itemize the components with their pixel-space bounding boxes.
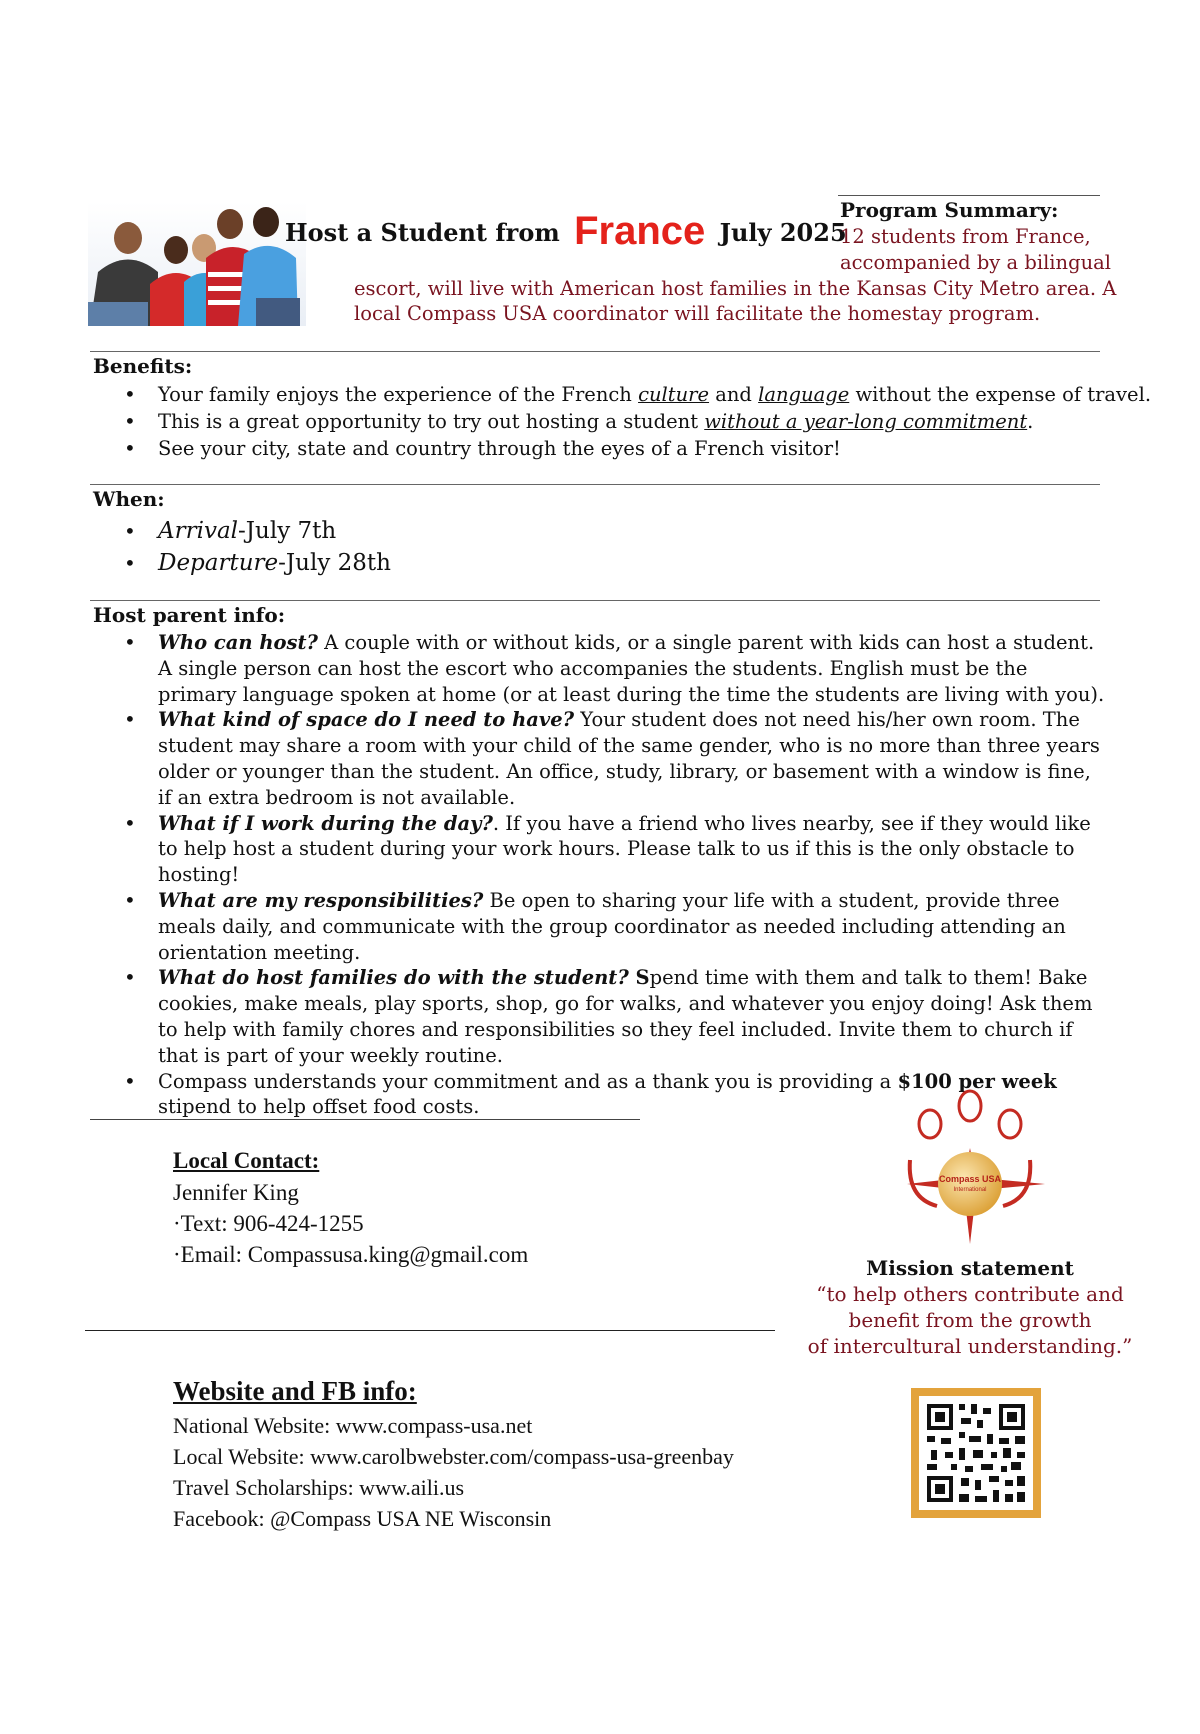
list-item [120,630,1105,707]
list-item [120,515,391,547]
title-country: France [574,209,706,253]
title-prefix: Host a Student from [285,218,560,247]
departure-label: Departure [158,550,279,576]
question: What if I work during the day? [158,811,493,835]
summary-title: Program Summary: [840,198,1059,222]
summary-line: local Compass USA coordinator will facilitate the homestay program. [354,302,1041,325]
question: What kind of space do I need to have? [158,708,575,732]
answer: pend time with them and talk to them! Bake cookies, make meals, play sports, shop, go for walks, and whatever you enjoy doing! Ask them to help with family chores and responsibilities so they feel included. Invite them to church if that is part of your weekly routine. [158,966,1093,1067]
mission-line: “to help others contribute and [816,1282,1124,1306]
mission-line: of intercultural understanding.” [807,1334,1133,1358]
answer: . If you have a friend who lives nearby, see if they would like to help host a student during your work hours. Please talk to us if this is the only obstacle to hosting! [158,811,1091,887]
host-info-title: Host parent info: [93,603,286,627]
host-info-list [120,630,1105,1120]
benefit-text: and [709,383,759,406]
benefit-text: Your family enjoys the experience of the French [158,383,639,406]
mission-line: benefit from the growth [848,1308,1092,1332]
answer: stipend to help offset food costs. [158,1095,480,1119]
section-divider [90,484,1100,485]
mission-title: Mission statement [866,1256,1074,1280]
departure-date: -July 28th [278,550,391,576]
answer: Your student does not need his/her own room. The student may share a room with your child of the same gender, who is no more than three years older or younger than the student. An office, study, library, or basement with a window is fine, if an extra bedroom is not available. [158,708,1100,809]
when-title: When: [93,487,165,511]
section-divider [90,600,1100,601]
title-suffix: July 2025 [719,218,847,247]
web-divider [85,1330,775,1331]
list-item [120,408,1151,435]
national-website-link[interactable]: National Website: www.compass-usa.net [173,1413,533,1438]
list-item [120,707,1105,810]
contact-name: Jennifer King [173,1180,299,1205]
answer: Compass understands your commitment and as a thank you is providing a [158,1069,898,1093]
arrival-label: Arrival [158,518,239,544]
summary-line: escort, will live with American host families in the Kansas City Metro area. A [354,277,1117,300]
question: What are my responsibilities? [158,888,484,912]
summary-line: accompanied by a bilingual [840,251,1112,274]
web-title: Website and FB info: [173,1376,417,1406]
benefit-text: See your city, state and country through the eyes of a French visitor! [158,437,841,460]
logo-line1: Compass USA [938,1174,1002,1184]
contact-divider [90,1119,640,1120]
language-link[interactable]: language [758,383,850,406]
benefits-title: Benefits: [93,354,193,378]
answer-initial: S [628,966,650,990]
when-list [120,515,391,579]
benefit-text: . [1027,410,1034,433]
summary-line: 12 students from France, [840,225,1091,248]
contact-email[interactable]: ·Email: Compassusa.king@gmail.com [173,1242,529,1267]
compass-usa-logo [885,1088,1055,1248]
list-item [120,965,1105,1068]
local-website-link[interactable]: Local Website: www.carolbwebster.com/compass-usa-greenbay [173,1444,734,1469]
summary-divider [838,195,1100,196]
benefit-text: This is a great opportunity to try out hosting a student [158,410,705,433]
list-item [120,888,1105,965]
answer: A couple with or without kids, or a single parent with kids can host a student. A single person can host the escort who accompanies the students. English must be the primary language spoken at home (or at least during the time the students are living with you). [158,631,1105,706]
benefits-list [120,381,1151,462]
qr-code-icon[interactable] [911,1388,1041,1518]
logo-line2: International [953,1187,987,1193]
list-item [120,811,1105,888]
travel-scholarships-link[interactable]: Travel Scholarships: www.aili.us [173,1475,465,1500]
contact-text: ·Text: 906-424-1255 [173,1211,364,1236]
page-title [285,206,847,251]
students-photo [88,202,306,326]
question: Who can host? [158,631,318,654]
arrival-date: -July 7th [238,518,337,544]
facebook-link[interactable]: Facebook: @Compass USA NE Wisconsin [173,1506,552,1531]
stipend-amount: $100 per week [897,1069,1057,1093]
culture-link[interactable]: culture [638,383,710,406]
commitment-link[interactable]: without a year-long commitment [704,410,1028,433]
benefit-text: without the expense of travel. [849,383,1152,406]
contact-title: Local Contact: [173,1148,320,1173]
question: What do host families do with the student? [158,966,629,990]
list-item [120,547,391,579]
list-item [120,381,1151,408]
answer: Be open to sharing your life with a student, provide three meals daily, and communicate with the group coordinator as needed including attending an orientation meeting. [158,888,1066,964]
section-divider [90,351,1100,352]
list-item [120,435,1151,462]
